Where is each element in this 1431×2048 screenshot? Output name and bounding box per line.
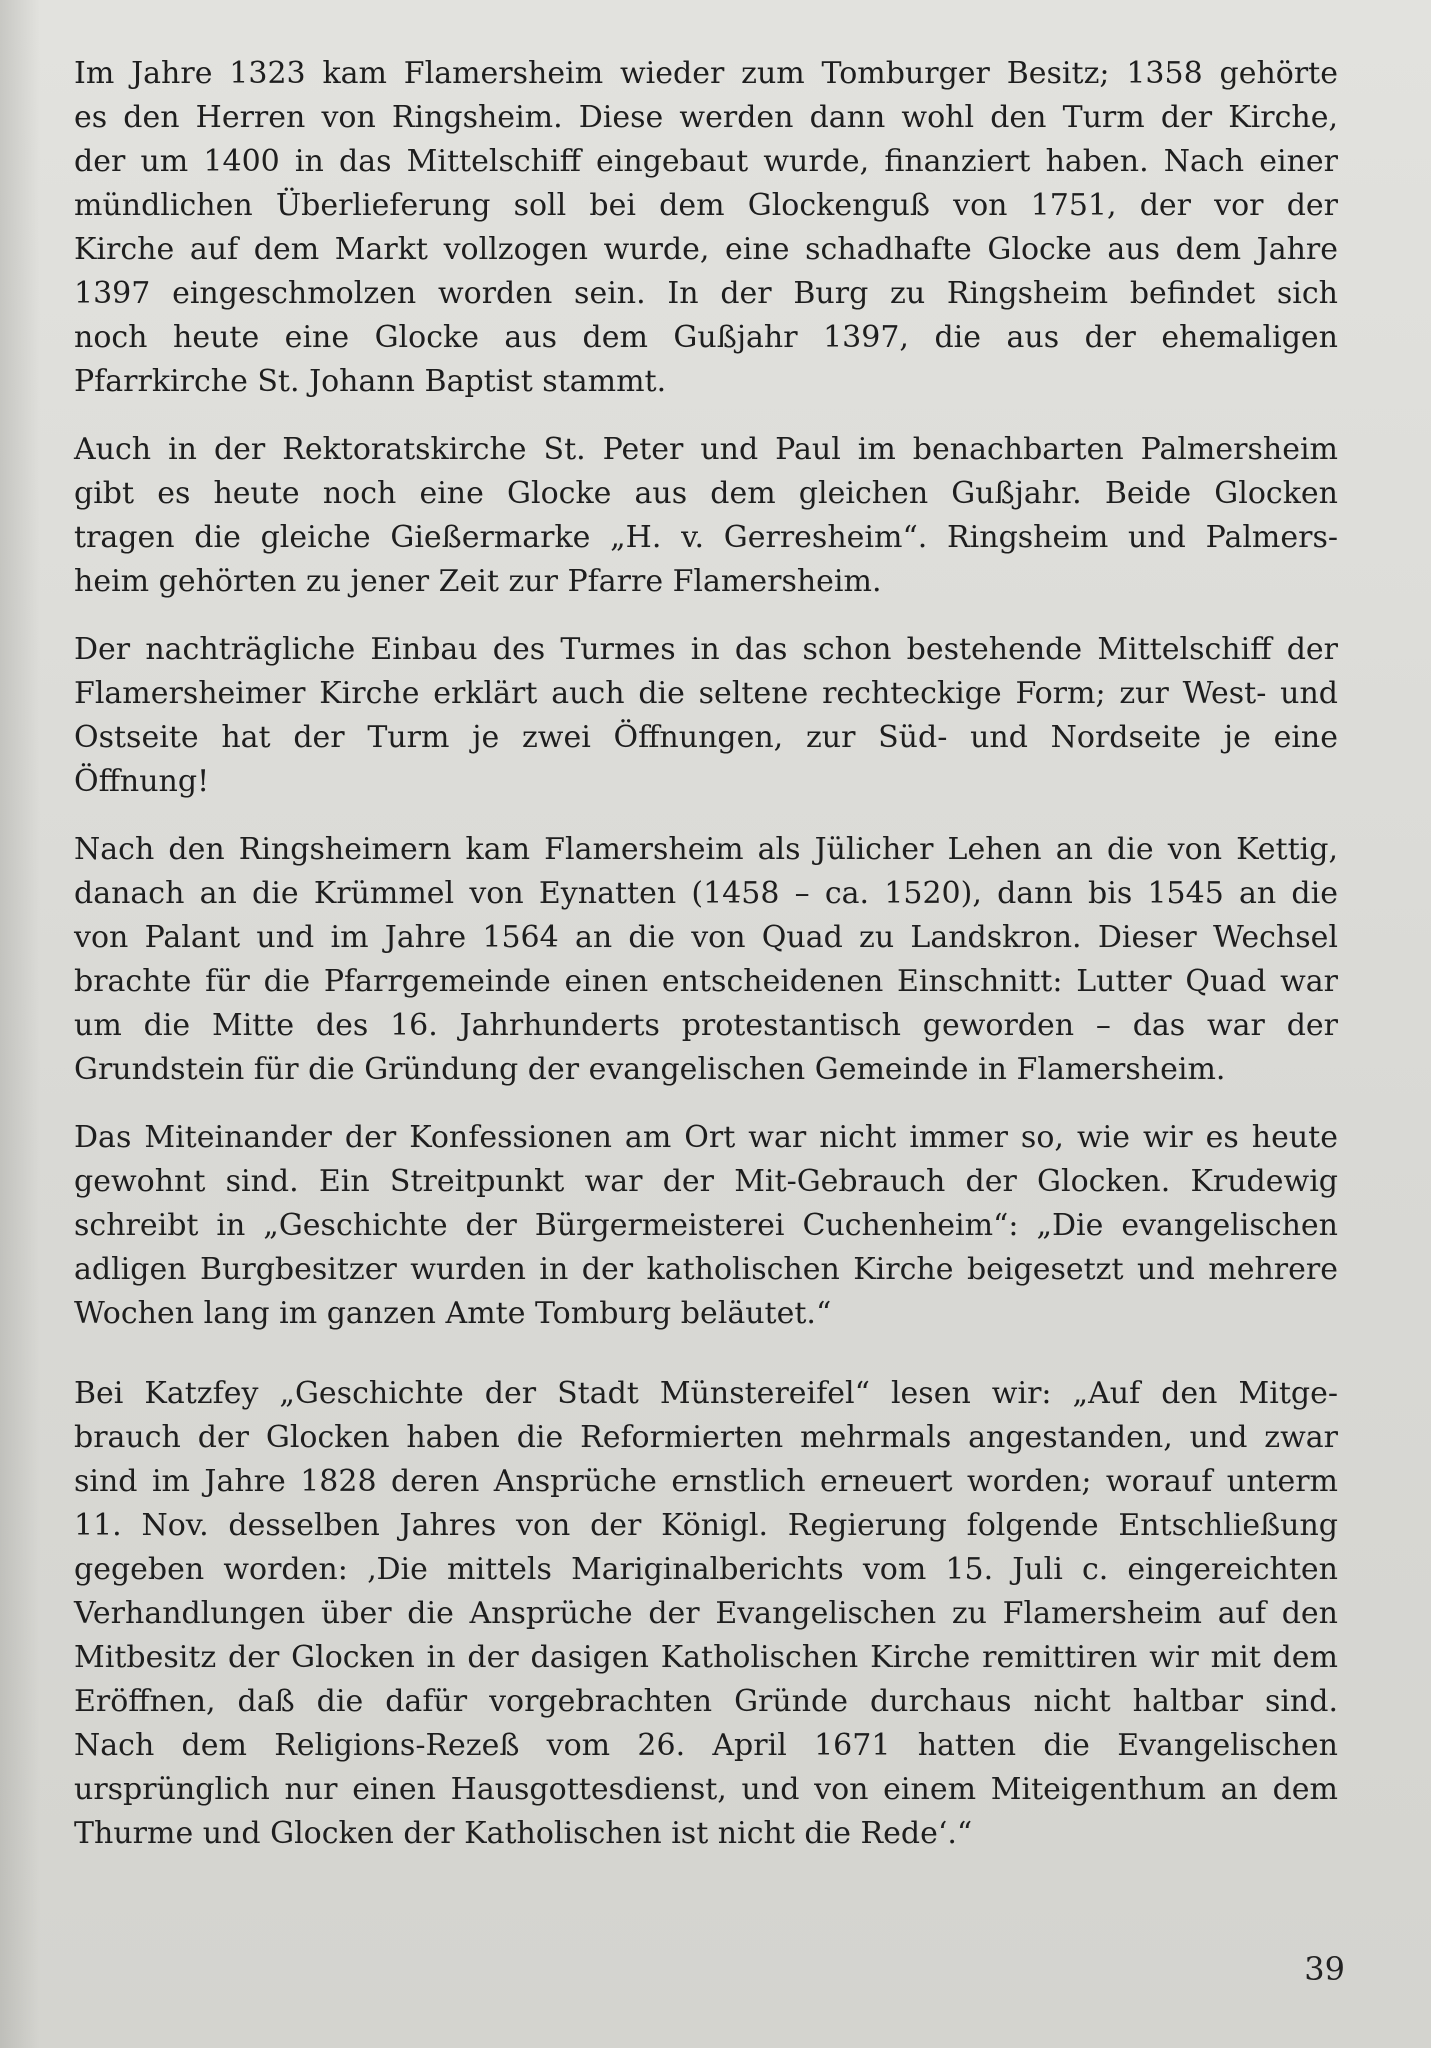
- text-line: danach an die Krümmel von Eynatten (1458 – ca. 1520), dann bis 1545 an die: [74, 876, 1338, 911]
- paragraph-1: [74, 52, 1338, 404]
- text-line: schreibt in „Geschichte der Bürgermeisterei Cuchenheim“: „Die evangelischen: [74, 1208, 1338, 1243]
- text-line: Im Jahre 1323 kam Flamersheim wieder zum Tomburger Besitz; 1358 gehörte: [74, 56, 1338, 91]
- text-line: Auch in der Rektoratskirche St. Peter und Paul im benachbarten Palmersheim: [74, 432, 1338, 467]
- text-line: sind im Jahre 1828 deren Ansprüche ernstlich erneuert worden; worauf unterm: [74, 1464, 1338, 1499]
- text-line: 11. Nov. desselben Jahres von der Königl. Regierung folgende Entschließung: [74, 1508, 1338, 1543]
- text-line: 1397 eingeschmolzen worden sein. In der Burg zu Ringsheim befindet sich: [74, 276, 1338, 311]
- text-line: um die Mitte des 16. Jahrhunderts protestantisch geworden – das war der: [74, 1008, 1338, 1043]
- text-line: Öffnung!: [74, 764, 210, 799]
- text-line: Mitbesitz der Glocken in der dasigen Katholischen Kirche remittiren wir mit dem: [74, 1640, 1338, 1675]
- text-line: Thurme und Glocken der Katholischen ist nicht die Rede‘.“: [74, 1816, 973, 1851]
- text-line: Ostseite hat der Turm je zwei Öffnungen, zur Süd- und Nordseite je eine: [74, 720, 1338, 755]
- text-line: es den Herren von Ringsheim. Diese werden dann wohl den Turm der Kirche,: [74, 100, 1338, 135]
- text-line: der um 1400 in das Mittelschiff eingebaut wurde, finanziert haben. Nach einer: [74, 144, 1338, 179]
- body-text: [74, 52, 1338, 1880]
- text-line: Nach den Ringsheimern kam Flamersheim als Jülicher Lehen an die von Kettig,: [74, 832, 1338, 867]
- paragraph-5: [74, 1116, 1338, 1336]
- text-line: adligen Burgbesitzer wurden in der katholischen Kirche beigesetzt und mehrere: [74, 1252, 1338, 1287]
- text-line: Eröffnen, daß die dafür vorgebrachten Gründe durchaus nicht haltbar sind.: [74, 1684, 1338, 1719]
- page-number: 39: [1304, 1950, 1345, 1988]
- text-line: ursprünglich nur einen Hausgottesdienst, und von einem Miteigenthum an dem: [74, 1772, 1338, 1807]
- text-line: gewohnt sind. Ein Streitpunkt war der Mit-Gebrauch der Glocken. Krudewig: [74, 1164, 1338, 1199]
- text-line: von Palant und im Jahre 1564 an die von Quad zu Landskron. Dieser Wechsel: [74, 920, 1338, 955]
- text-line: brachte für die Pfarrgemeinde einen entscheidenen Einschnitt: Lutter Quad war: [74, 964, 1338, 999]
- text-line: Wochen lang im ganzen Amte Tomburg beläutet.“: [74, 1296, 832, 1331]
- text-line: heim gehörten zu jener Zeit zur Pfarre Flamersheim.: [74, 564, 882, 599]
- text-line: gegeben worden: ‚Die mittels Mariginalberichts vom 15. Juli c. eingereichten: [74, 1552, 1338, 1587]
- text-line: gibt es heute noch eine Glocke aus dem gleichen Gußjahr. Beide Glocken: [74, 476, 1338, 511]
- text-line: Kirche auf dem Markt vollzogen wurde, eine schadhafte Glocke aus dem Jahre: [74, 232, 1338, 267]
- text-line: Flamersheimer Kirche erklärt auch die seltene rechteckige Form; zur West- und: [74, 676, 1338, 711]
- text-line: Pfarrkirche St. Johann Baptist stammt.: [74, 364, 667, 399]
- text-line: Grundstein für die Gründung der evangelischen Gemeinde in Flamersheim.: [74, 1052, 1226, 1087]
- text-line: Der nachträgliche Einbau des Turmes in das schon bestehende Mittelschiff der: [74, 632, 1338, 667]
- text-line: Das Miteinander der Konfessionen am Ort war nicht immer so, wie wir es heute: [74, 1120, 1338, 1155]
- text-line: mündlichen Überlieferung soll bei dem Glockenguß von 1751, der vor der: [74, 188, 1338, 223]
- paragraph-6: [74, 1372, 1338, 1856]
- text-line: Bei Katzfey „Geschichte der Stadt Münstereifel“ lesen wir: „Auf den Mitge-: [74, 1376, 1338, 1411]
- text-line: Verhandlungen über die Ansprüche der Evangelischen zu Flamersheim auf den: [74, 1596, 1338, 1631]
- paragraph-2: [74, 428, 1338, 604]
- paragraph-3: [74, 628, 1338, 804]
- text-line: tragen die gleiche Gießermarke „H. v. Gerresheim“. Ringsheim und Palmers-: [74, 520, 1338, 555]
- text-line: brauch der Glocken haben die Reformierten mehrmals angestanden, und zwar: [74, 1420, 1338, 1455]
- text-line: noch heute eine Glocke aus dem Gußjahr 1397, die aus der ehemaligen: [74, 320, 1338, 355]
- text-line: Nach dem Religions-Rezeß vom 26. April 1671 hatten die Evangelischen: [74, 1728, 1338, 1763]
- page-gutter-shadow: [0, 0, 40, 2048]
- paragraph-4: [74, 828, 1338, 1092]
